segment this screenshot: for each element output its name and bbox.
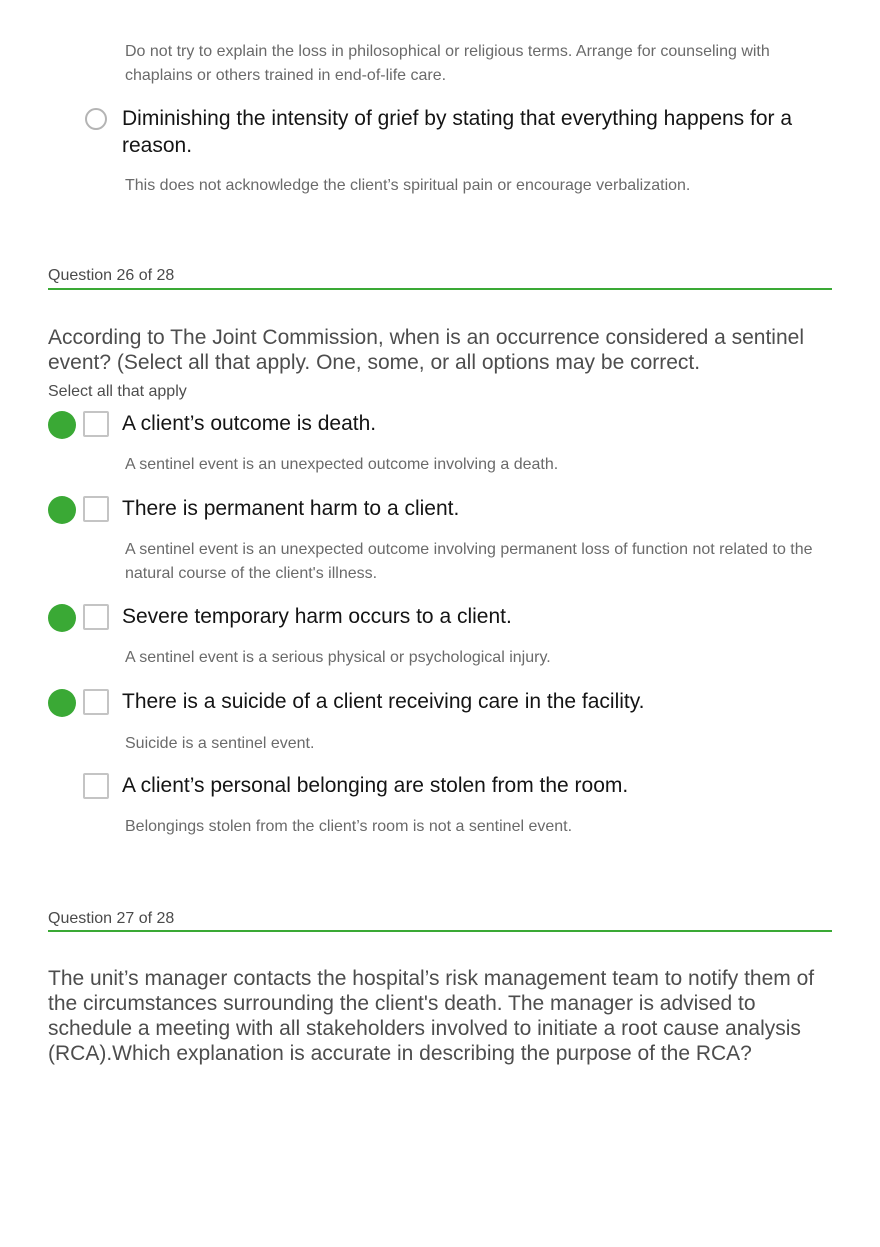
q26-option-feedback: A sentinel event is a serious physical or psychological injury. bbox=[125, 649, 551, 666]
q25-option-radio[interactable] bbox=[85, 108, 107, 130]
q26-option-text: Severe temporary harm occurs to a client. bbox=[122, 605, 512, 628]
correct-indicator-icon bbox=[48, 604, 76, 632]
q26-instruction: Select all that apply bbox=[48, 383, 187, 400]
correct-indicator-icon bbox=[48, 689, 76, 717]
q26-option-checkbox[interactable] bbox=[83, 604, 109, 630]
q26-label: Question 26 of 28 bbox=[48, 267, 175, 284]
q27-label: Question 27 of 28 bbox=[48, 910, 175, 927]
q25-option-feedback: This does not acknowledge the client’s spiritual pain or encourage verbalization. bbox=[125, 177, 691, 194]
q26-option-feedback: Belongings stolen from the client’s room is not a sentinel event. bbox=[125, 818, 573, 835]
q26-divider bbox=[48, 288, 832, 290]
q26-option-checkbox[interactable] bbox=[83, 411, 109, 437]
q26-option-text: A client’s personal belonging are stolen from the room. bbox=[122, 774, 629, 797]
q26-option-feedback: A sentinel event is an unexpected outcome involving permanent loss of function not related to the natural course of the client's illness. bbox=[125, 541, 813, 582]
q26-stem: According to The Joint Commission, when is an occurrence considered a sentinel event? (Select all that apply. One, some, or all options may be correct. bbox=[48, 326, 804, 374]
q27-stem: The unit’s manager contacts the hospital’s risk management team to notify them of the circumstances surrounding the client's death. The manager is advised to schedule a meeting with all stakeholders involved to initiate a root cause analysis (RCA).Which explanation is accurate in describing the purpose of the RCA? bbox=[48, 967, 815, 1065]
q25-top-feedback: Do not try to explain the loss in philosophical or religious terms. Arrange for counseling with chaplains or others trained in end-of-life care. bbox=[125, 43, 770, 84]
q26-option-checkbox[interactable] bbox=[83, 773, 109, 799]
correct-indicator-icon bbox=[48, 496, 76, 524]
q26-option-checkbox[interactable] bbox=[83, 496, 109, 522]
q26-option-text: There is permanent harm to a client. bbox=[122, 497, 460, 520]
q26-option-feedback: A sentinel event is an unexpected outcome involving a death. bbox=[125, 456, 559, 473]
q26-option-feedback: Suicide is a sentinel event. bbox=[125, 735, 315, 752]
q26-option-checkbox[interactable] bbox=[83, 689, 109, 715]
q25-option-text: Diminishing the intensity of grief by stating that everything happens for a reason. bbox=[122, 107, 793, 157]
q26-option-text: A client’s outcome is death. bbox=[122, 412, 377, 435]
q26-option-text: There is a suicide of a client receiving care in the facility. bbox=[122, 690, 645, 713]
correct-indicator-icon bbox=[48, 411, 76, 439]
q27-divider bbox=[48, 930, 832, 932]
